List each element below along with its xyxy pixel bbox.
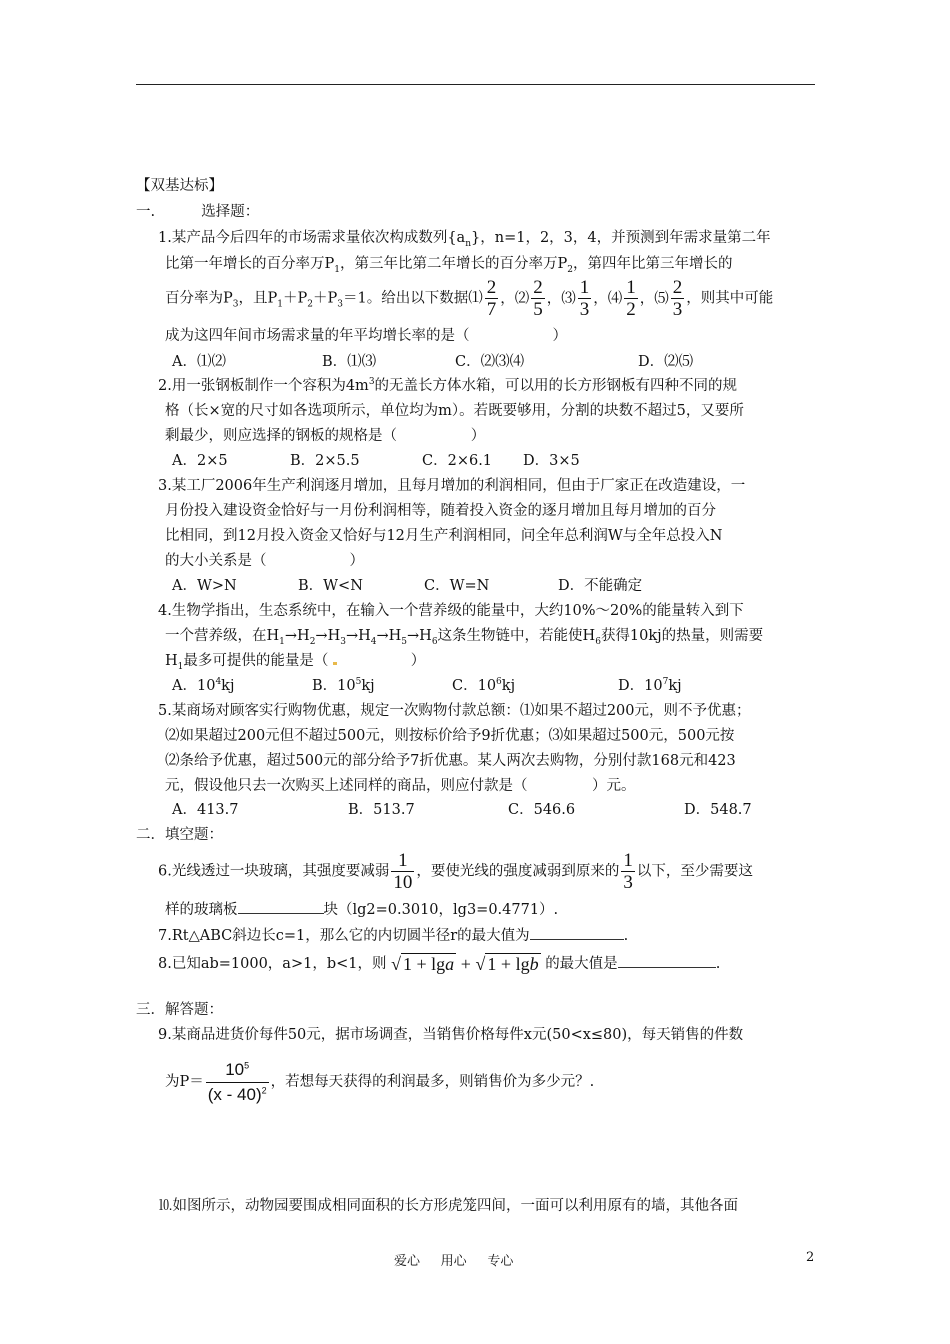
q4-line3: $H_1$最多可提供的能量是（ ） (165, 653, 426, 672)
q1-fraction-label: ，⑶ (546, 290, 576, 307)
section1-title: 一. 选择题： (136, 204, 260, 220)
q2-line2: 格（长×宽的尺寸如各选项所示，单位均为m）。若既要够用，分割的块数不超过5，又要所 (165, 403, 744, 419)
q7-line1: 7.Rt△ABC斜边长c=1，那么它的内切圆半径r的最大值为 . (158, 925, 628, 946)
q8-sqrt-b: √ 1 + lgb (475, 954, 539, 974)
q2-option-d[interactable]: D．3×5 (523, 453, 580, 469)
q4-option-a[interactable]: A．$10^4kj$ (172, 677, 235, 694)
q1-option-c[interactable]: C．⑵⑶⑷ (455, 354, 525, 370)
q9-line2: 为P＝ $\frac{10^5}{(x - 40)^2}$ ，若想每天获得的利润最多，则销售价为多少元？. (165, 1054, 594, 1110)
q1-option-b[interactable]: B．⑴⑶ (322, 354, 377, 370)
q1-fraction-4: $\frac{1}{2}$ (626, 277, 636, 320)
q2-line3: 剩最少，则应选择的钢板的规格是（ ） (165, 428, 486, 444)
q8-sqrt-a: √ 1 + lga (391, 954, 455, 974)
q1-fraction-5: $\frac{2}{3}$ (672, 277, 683, 320)
section2-title: 二．填空题： (136, 827, 223, 843)
q2-options (172, 451, 580, 471)
q5-option-b[interactable]: B．513.7 (348, 802, 415, 818)
q9-line1: 9.某商品进货价每件50元，据市场调查，当销售价格每件x元(50<x≤80)，每天销售的件数 (158, 1027, 744, 1043)
q5-line4: 元，假设他只去一次购买上述同样的商品，则应付款是（ ）元。 (165, 778, 636, 794)
page-number: 2 (806, 1250, 815, 1265)
q1-option-d[interactable]: D．⑵⑸ (638, 354, 694, 370)
footer-motto: 爱心 用心 专心 (394, 1254, 514, 1269)
q5-line2: ⑵如果超过200元但不超过500元，则按标价给予9折优惠；⑶如果超过500元，500元按 (165, 728, 735, 744)
q4-option-b[interactable]: B．$10^5kj$ (312, 677, 375, 694)
q6-line2: 样的玻璃板 块（lg2=0.3010，lg3=0.4771）. (165, 899, 558, 920)
q1-fraction-label: ，⑵ (500, 290, 530, 307)
q8-answer-blank[interactable] (618, 953, 716, 968)
q4-option-d[interactable]: D．$10^7kj$ (618, 677, 682, 694)
q2-option-b[interactable]: B．2×5.5 (290, 453, 360, 469)
q5-line3: ⑵条给予优惠，超过500元的部分给予7折优惠。某人两次去购物，分别付款168元和423 (165, 753, 736, 769)
q6-fraction-1: $\frac{1}{10}$ (393, 850, 413, 893)
q2-option-c[interactable]: C．2×6.1 (422, 453, 493, 469)
q3-option-a[interactable]: A．W>N (172, 578, 237, 594)
header-rule (136, 84, 815, 85)
q3-option-d[interactable]: D．不能确定 (558, 578, 643, 594)
q1-fraction-1: $\frac{2}{7}$ (486, 277, 497, 320)
q3-line1: 3.某工厂2006年生产利润逐月增加，且每月增加的利润相同，但由于厂家正在改造建设，一 (158, 478, 746, 494)
q5-option-c[interactable]: C．546.6 (508, 802, 576, 818)
q1-options (172, 352, 693, 372)
q3-line3: 比相同，到12月投入资金又恰好与12月生产利润相同，问全年总利润W与全年总投入N (165, 528, 723, 544)
q1-line2: 比第一年增长的百分率万$P_1$，第三年比第二年增长的百分率万$P_2$，第四年比第三年增长的 (165, 256, 733, 275)
q3-line2: 月份投入建设资金恰好与一月份利润相等，随着投入资金的逐月增加且每月增加的百分 (165, 503, 716, 519)
q1-fraction-3: $\frac{1}{3}$ (579, 277, 590, 320)
q10-line1: ⒑如图所示，动物园要围成相同面积的长方形虎笼四间，一面可以利用原有的墙，其他各面 (158, 1198, 738, 1214)
q1-option-a[interactable]: A．⑴⑵ (172, 354, 226, 370)
q9-fraction: $\frac{10^5}{(x - 40)^2}$ (207, 1059, 267, 1104)
q5-options (172, 800, 752, 820)
q3-option-b[interactable]: B．W<N (298, 578, 363, 594)
q6-fraction-2: $\frac{1}{3}$ (623, 850, 633, 893)
q1-fraction-label: ，⑷ (593, 290, 623, 307)
section3-title: 三．解答题： (136, 1002, 223, 1018)
q4-options (172, 676, 682, 696)
q8-line1: 8.已知ab=1000，a>1，b<1，则 √ 1 + lga + √ 1 + lgb 的最大值是 . (158, 948, 720, 980)
q1-fraction-label: ，⑸ (639, 290, 669, 307)
q1-line4: 成为这四年间市场需求量的年平均增长率的是（ ） (165, 328, 567, 344)
q1-line1: 1.某产品今后四年的市场需求量依次构成数列$\{a_n\}$，n=1，2，3，4，并预测到年需求量第二年 (158, 230, 771, 249)
q1-line3: 百分率为$P_3$，且$P_1+P_2+P_3=1$。给出以下数据⑴ $\frac{2}{7}$ ，⑵ $\frac{2}{5}$ ，⑶ $\frac{1}{3}$ ，⑷ $\frac{1}{2}$ ，⑸ $\frac{2}{3}$ ，则其中可能 (165, 277, 774, 320)
q4-option-c[interactable]: C．$10^6kj$ (452, 677, 516, 694)
q6-line1: 6.光线透过一块玻璃，其强度要减弱 $\frac{1}{10}$ ，要使光线的强度减弱到原来的 $\frac{1}{3}$ 以下，至少需要这 (158, 850, 753, 893)
q1-fraction-2: $\frac{2}{5}$ (533, 277, 543, 320)
q6-answer-blank[interactable] (238, 899, 324, 914)
q2-option-a[interactable]: A．2×5 (172, 453, 228, 469)
q5-line1: 5.某商场对顾客实行购物优惠，规定一次购物付款总额：⑴如果不超过200元，则不予优惠； (158, 703, 751, 719)
q3-option-c[interactable]: C．W=N (424, 578, 490, 594)
q2-line1: 2.用一张钢板制作一个容积为$4m^3$的无盖长方体水箱，可以用的长方形钢板有四种不同的规 (158, 377, 738, 394)
q7-answer-blank[interactable] (530, 925, 624, 940)
q3-options (172, 576, 642, 596)
q5-option-a[interactable]: A．413.7 (172, 802, 239, 818)
q4-line2: 一个营养级，在$H_1\to H_2\to H_3\to H_4\to H_5\to H_6$这条生物链中，若能使$H_6$获得10kj的热量，则需要 (165, 628, 764, 647)
section-heading: 【双基达标】 (136, 178, 223, 194)
q5-option-d[interactable]: D．548.7 (684, 802, 752, 818)
q4-line1: 4.生物学指出，生态系统中，在输入一个营养级的能量中，大约10%～20%的能量转入到下 (158, 603, 744, 619)
q3-line4: 的大小关系是（ ） (165, 553, 364, 569)
